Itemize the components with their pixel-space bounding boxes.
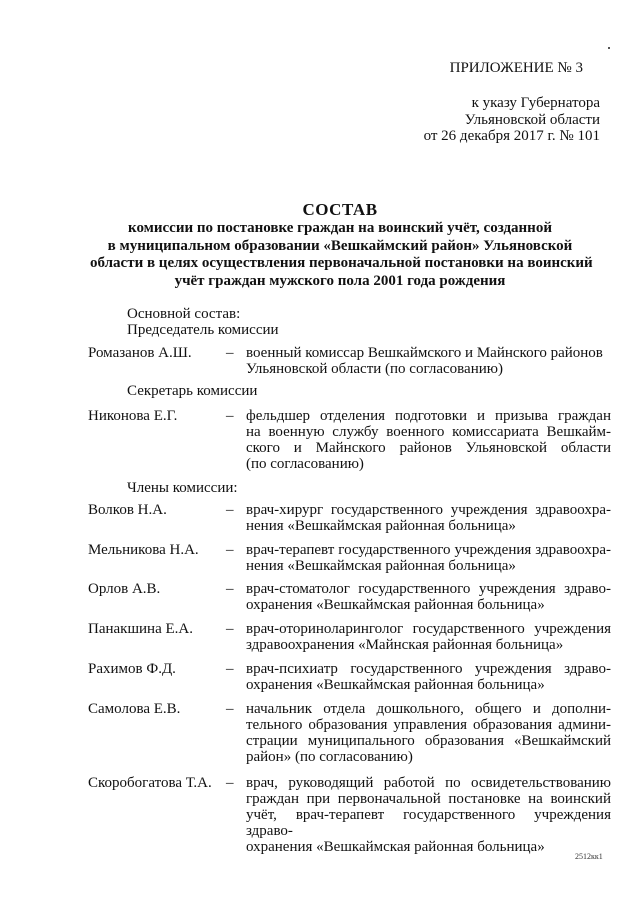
member-name: Волков Н.А.: [88, 502, 167, 518]
role-line: тельного образования управления образования админи-: [246, 717, 611, 733]
section-secretary: Секретарь комиссии: [127, 383, 258, 399]
member-name: Ромазанов А.Ш.: [88, 345, 192, 361]
role-line: граждан при первоначальной постановке на воинский: [246, 791, 611, 807]
member-name: Панакшина Е.А.: [88, 621, 193, 637]
dash: –: [226, 408, 234, 424]
member-role: [246, 502, 611, 534]
member-name: Никонова Е.Г.: [88, 408, 178, 424]
dash: –: [226, 775, 234, 791]
section-main-composition: Основной состав:: [127, 306, 241, 322]
subtitle-line: в муниципальном образовании «Вешкаймский район» Ульяновской: [107, 237, 573, 254]
decree-reference: [360, 95, 600, 145]
scan-artifact-dot: [608, 47, 610, 49]
member-name: Рахимов Ф.Д.: [88, 661, 176, 677]
member-role: [246, 621, 611, 653]
member-name: Мельникова Н.А.: [88, 542, 199, 558]
role-line: ского и Майнского районов Ульяновской области: [246, 440, 611, 456]
decree-line: к указу Губернатора: [471, 95, 600, 111]
document-code: 2512кк1: [575, 852, 603, 861]
subtitle-line: комиссии по постановке граждан на воинский учёт, созданной: [128, 220, 552, 236]
member-role: [246, 581, 611, 613]
role-line: Ульяновской области (по согласованию): [246, 361, 503, 377]
role-line: охранения «Вешкаймская районная больница»: [246, 677, 545, 693]
role-line: страции муниципального образования «Вешкаймский: [246, 733, 611, 749]
role-line: охранения «Вешкаймская районная больница»: [246, 839, 545, 855]
subtitle-line: области в целях осуществления первоначальной постановки на воинский: [90, 255, 593, 271]
role-line: врач-хирург государственного учреждения здравоохра-: [246, 502, 611, 518]
role-line: врач-терапевт государственного учреждения здравоохра-: [246, 542, 611, 558]
document-subtitle: [90, 220, 593, 290]
section-members: Члены комиссии:: [127, 480, 238, 496]
role-line: врач-стоматолог государственного учреждения здраво-: [246, 581, 611, 597]
member-name: Орлов А.В.: [88, 581, 161, 597]
role-line: нения «Вешкаймская районная больница»: [246, 558, 516, 574]
dash: –: [226, 502, 234, 518]
role-line: фельдшер отделения подготовки и призыва граждан: [246, 408, 611, 424]
role-line: учёт, врач-терапевт государственного учреждения здраво-: [246, 807, 611, 839]
role-line: начальник отдела дошкольного, общего и дополни-: [246, 701, 611, 717]
member-role: [246, 661, 611, 693]
role-line: охранения «Вешкаймская районная больница»: [246, 597, 545, 613]
member-name: Самолова Е.В.: [88, 701, 181, 717]
dash: –: [226, 701, 234, 717]
subtitle-line: учёт граждан мужского пола 2001 года рождения: [174, 272, 506, 289]
role-line: на военную службу военного комиссариата Вешкайм-: [246, 424, 611, 440]
decree-line: от 26 декабря 2017 г. № 101: [423, 128, 600, 144]
member-role: [246, 701, 611, 765]
role-line: здравоохранения «Майнская районная больница»: [246, 637, 564, 653]
dash: –: [226, 621, 234, 637]
member-role: [246, 775, 611, 855]
section-chair: Председатель комиссии: [127, 322, 279, 338]
dash: –: [226, 661, 234, 677]
appendix-title: ПРИЛОЖЕНИЕ № 3: [449, 60, 583, 76]
role-line: военный комиссар Вешкаймского и Майнского районов: [246, 345, 603, 361]
member-role: [246, 408, 611, 472]
role-line: врач-оториноларинголог государственного учреждения: [246, 621, 611, 637]
member-role: [246, 542, 611, 574]
dash: –: [226, 581, 234, 597]
role-line: нения «Вешкаймская районная больница»: [246, 518, 516, 534]
dash: –: [226, 345, 234, 361]
role-line: (по согласованию): [246, 456, 364, 472]
member-name: Скоробогатова Т.А.: [88, 775, 212, 791]
role-line: район» (по согласованию): [246, 749, 413, 765]
dash: –: [226, 542, 234, 558]
role-line: врач, руководящий работой по освидетельствованию: [246, 775, 611, 791]
member-role: [246, 345, 611, 377]
document-title: СОСТАВ: [302, 200, 378, 219]
decree-line: Ульяновской области: [464, 111, 600, 128]
role-line: врач-психиатр государственного учреждения здраво-: [246, 661, 611, 677]
